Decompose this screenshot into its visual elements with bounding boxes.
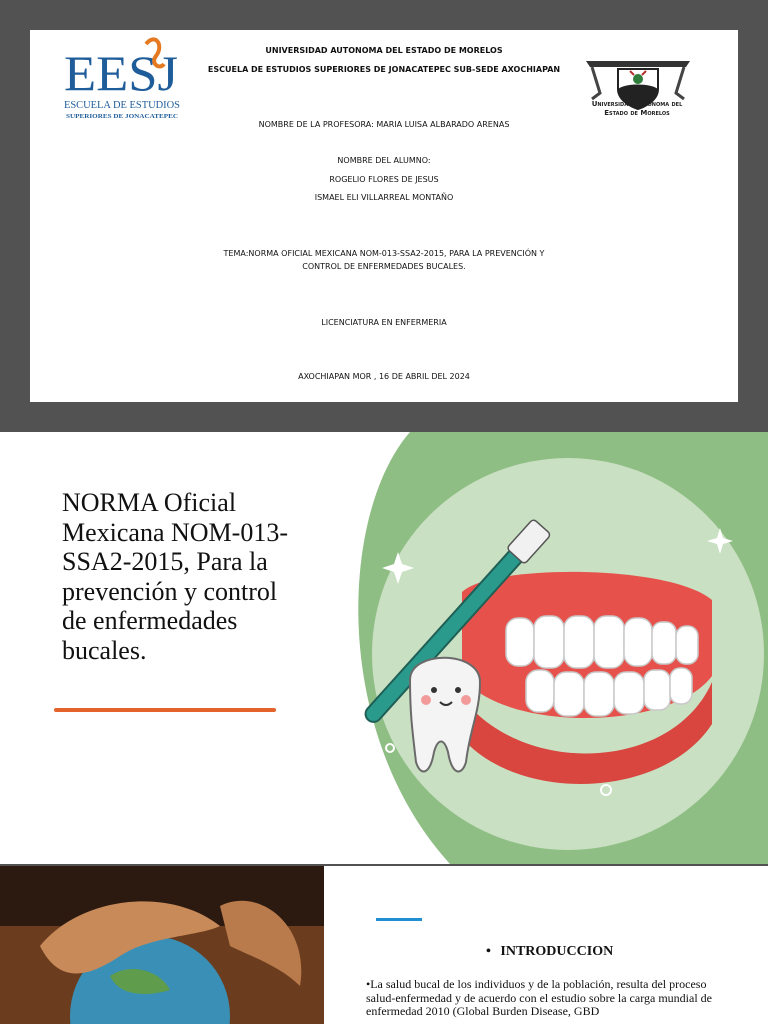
university-name: UNIVERSIDAD AUTONOMA DEL ESTADO DE MORELOS — [265, 46, 503, 55]
eesj-logo-line1: ESCUELA DE ESTUDIOS — [64, 100, 180, 111]
introduction-slide — [0, 866, 768, 1024]
uaem-name-line1: Universidad Autónoma del — [591, 100, 683, 108]
title-slide — [0, 432, 768, 864]
hands-holding-globe-photo — [0, 866, 324, 1024]
degree-name: LICENCIATURA EN ENFERMERIA — [321, 318, 447, 327]
section-heading-text: INTRODUCCION — [500, 944, 614, 959]
topic-line-1: TEMA:NORMA OFICIAL MEXICANA NOM-013-SSA2-2015, PARA LA PREVENCIÓN Y — [223, 249, 545, 258]
accent-bar — [376, 918, 422, 921]
bullet-icon: • — [486, 944, 491, 959]
professor-name: NOMBRE DE LA PROFESORA: MARIA LUISA ALBARADO ARENAS — [258, 120, 510, 129]
introduction-text: •La salud bucal de los individuos y de la población, resulta del proceso salud-enfermedad y de acuerdo con el estudio sobre la carga mundial de enfermedad 2010 (Global Burden Disease, GBD — [366, 977, 712, 1018]
dental-illustration — [330, 432, 768, 864]
topic-line-2: CONTROL DE ENFERMEDADES BUCALES. — [302, 262, 466, 271]
student-name-1: ROGELIO FLORES DE JESUS — [329, 175, 439, 184]
school-name: ESCUELA DE ESTUDIOS SUPERIORES DE JONACATEPEC SUB-SEDE AXOCHIAPAN — [207, 65, 561, 74]
uaem-name-line2: Estado de Morelos — [604, 109, 670, 117]
student-name-2: ISMAEL ELI VILLARREAL MONTAÑO — [314, 193, 454, 202]
title-underline — [54, 708, 276, 712]
cover-slide — [30, 30, 738, 402]
place-date: AXOCHIAPAN MOR , 16 DE ABRIL DEL 2024 — [298, 372, 470, 381]
eesj-logo-letters: EESJ — [64, 45, 178, 101]
section-heading — [486, 944, 686, 960]
slide-title: NORMA Oficial Mexicana NOM-013-SSA2-2015, Para la prevención y control de enfermedades bucales. — [62, 488, 288, 665]
uaem-logo-name — [578, 100, 696, 118]
eesj-logo-line2: SUPERIORES DE JONACATEPEC — [66, 113, 179, 120]
students-label: NOMBRE DEL ALUMNO: — [337, 156, 431, 165]
